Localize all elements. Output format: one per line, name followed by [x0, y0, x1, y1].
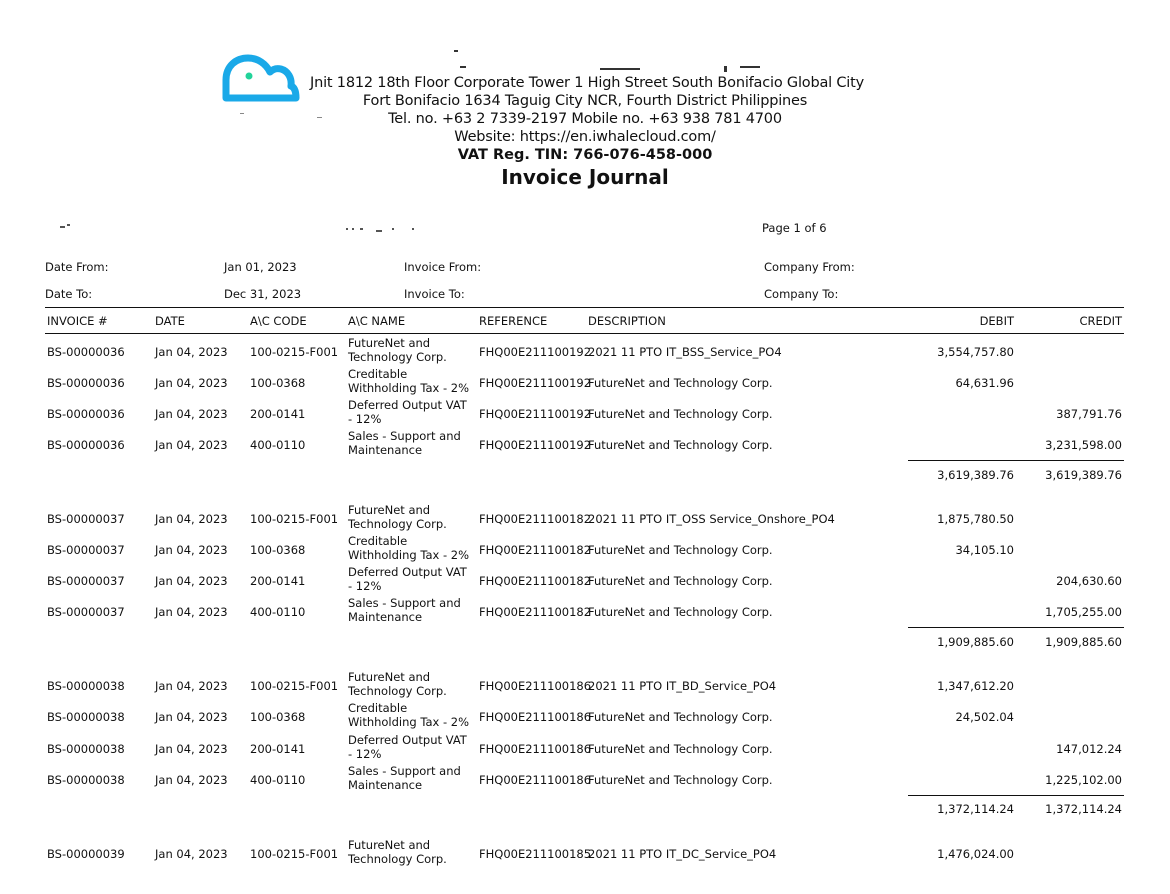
cell-debit: 1,875,780.50: [937, 512, 1014, 526]
address-line-2: Fort Bonifacio 1634 Taguig City NCR, Fourth District Philippines: [362, 93, 808, 109]
cell-date: Jan 04, 2023: [155, 773, 228, 787]
cell-ac-code: 100-0215-F001: [250, 512, 339, 526]
cell-reference: FHQ00E211100182: [479, 512, 592, 526]
cell-credit: 147,012.24: [1056, 742, 1122, 756]
cell-description: FutureNet and Technology Corp.: [588, 438, 773, 452]
cell-invoice: BS-00000039: [47, 847, 125, 861]
company-to-label: Company To:: [764, 287, 839, 301]
cell-ac-name: Deferred Output VAT - 12%: [348, 565, 467, 593]
cell-invoice: BS-00000036: [47, 407, 125, 421]
table-row: [0, 733, 1170, 763]
table-top-rule: [45, 307, 1124, 308]
cell-ac-code: 400-0110: [250, 773, 306, 787]
date-from-label: Date From:: [45, 260, 109, 274]
cell-ac-code: 200-0141: [250, 574, 306, 588]
cell-description: 2021 11 PTO IT_BD_Service_PO4: [588, 679, 777, 693]
table-row: [0, 701, 1170, 731]
logo-caption-fragment: [240, 113, 244, 114]
cell-invoice: BS-00000037: [47, 574, 125, 588]
total-debit: 1,909,885.60: [937, 635, 1014, 649]
table-row: [0, 534, 1170, 564]
cell-ac-name: Deferred Output VAT - 12%: [348, 733, 467, 761]
cell-invoice: BS-00000037: [47, 605, 125, 619]
cell-reference: FHQ00E211100182: [479, 605, 592, 619]
cell-reference: FHQ00E211100186: [479, 679, 592, 693]
cell-ac-code: 400-0110: [250, 605, 306, 619]
cell-date: Jan 04, 2023: [155, 407, 228, 421]
cell-reference: FHQ00E211100185: [479, 847, 592, 861]
cell-date: Jan 04, 2023: [155, 605, 228, 619]
cell-description: FutureNet and Technology Corp.: [588, 710, 773, 724]
cell-ac-name: Creditable Withholding Tax - 2%: [348, 701, 470, 729]
cell-reference: FHQ00E211100192: [479, 376, 592, 390]
invoice-from-label: Invoice From:: [404, 260, 482, 274]
invoice-to-label: Invoice To:: [404, 287, 465, 301]
cell-invoice: BS-00000036: [47, 438, 125, 452]
cell-invoice: BS-00000038: [47, 679, 125, 693]
cell-ac-code: 200-0141: [250, 742, 306, 756]
col-header-credit: CREDIT: [1079, 314, 1122, 328]
cell-ac-code: 100-0215-F001: [250, 847, 339, 861]
cell-reference: FHQ00E211100192: [479, 438, 592, 452]
cell-credit: 204,630.60: [1056, 574, 1122, 588]
cell-date: Jan 04, 2023: [155, 438, 228, 452]
cell-credit: 1,225,102.00: [1045, 773, 1122, 787]
cell-date: Jan 04, 2023: [155, 710, 228, 724]
cell-reference: FHQ00E211100182: [479, 574, 592, 588]
cell-ac-code: 100-0215-F001: [250, 679, 339, 693]
cell-ac-name: Creditable Withholding Tax - 2%: [348, 367, 470, 395]
date-to-label: Date To:: [45, 287, 93, 301]
total-credit: 3,619,389.76: [1045, 468, 1122, 482]
total-debit: 1,372,114.24: [937, 802, 1014, 816]
cell-ac-name: FutureNet and Technology Corp.: [348, 670, 447, 698]
cell-ac-code: 100-0368: [250, 543, 306, 557]
table-row: [0, 398, 1170, 428]
cell-date: Jan 04, 2023: [155, 376, 228, 390]
cell-date: Jan 04, 2023: [155, 742, 228, 756]
cell-description: FutureNet and Technology Corp.: [588, 543, 773, 557]
cell-invoice: BS-00000038: [47, 742, 125, 756]
cell-ac-name: FutureNet and Technology Corp.: [348, 838, 447, 866]
col-header-ac-code: A\C CODE: [250, 314, 307, 328]
date-to-value: Dec 31, 2023: [224, 287, 302, 301]
subtotal-row: [0, 793, 1170, 823]
cell-description: FutureNet and Technology Corp.: [588, 773, 773, 787]
redacted-text: [60, 226, 72, 228]
cell-ac-name: FutureNet and Technology Corp.: [348, 336, 447, 364]
cell-ac-name: Sales - Support and Maintenance: [348, 596, 461, 624]
cloud-logo-icon: [220, 54, 300, 104]
cell-reference: FHQ00E211100186: [479, 710, 592, 724]
table-row: [0, 503, 1170, 533]
cell-ac-name: Sales - Support and Maintenance: [348, 429, 461, 457]
cell-description: FutureNet and Technology Corp.: [588, 407, 773, 421]
col-header-description: DESCRIPTION: [588, 314, 666, 328]
table-row: [0, 336, 1170, 366]
cell-description: FutureNet and Technology Corp.: [588, 605, 773, 619]
cell-date: Jan 04, 2023: [155, 574, 228, 588]
report-header: [0, 0, 1170, 200]
total-credit: 1,372,114.24: [1045, 802, 1122, 816]
total-debit: 3,619,389.76: [937, 468, 1014, 482]
vat-tin-line: VAT Reg. TIN: 766-076-458-000: [457, 147, 713, 163]
address-line-1: Jnit 1812 18th Floor Corporate Tower 1 High Street South Bonifacio Global City: [310, 75, 865, 91]
table-header-rule: [45, 333, 1124, 334]
col-header-debit: DEBIT: [979, 314, 1014, 328]
cell-ac-code: 200-0141: [250, 407, 306, 421]
cell-invoice: BS-00000038: [47, 773, 125, 787]
cell-invoice: BS-00000036: [47, 376, 125, 390]
company-name-redacted: [310, 44, 860, 74]
cell-ac-code: 100-0368: [250, 710, 306, 724]
cell-debit: 64,631.96: [955, 376, 1014, 390]
cell-ac-code: 100-0368: [250, 376, 306, 390]
table-row: [0, 596, 1170, 626]
cell-ac-name: Creditable Withholding Tax - 2%: [348, 534, 470, 562]
redacted-text: [346, 228, 426, 231]
cell-ac-code: 400-0110: [250, 438, 306, 452]
col-header-date: DATE: [155, 314, 185, 328]
cell-reference: FHQ00E211100192: [479, 345, 592, 359]
cell-invoice: BS-00000036: [47, 345, 125, 359]
cell-debit: 24,502.04: [955, 710, 1014, 724]
cell-ac-code: 100-0215-F001: [250, 345, 339, 359]
cell-reference: FHQ00E211100186: [479, 742, 592, 756]
table-row: [0, 838, 1170, 868]
cell-debit: 34,105.10: [955, 543, 1014, 557]
cell-description: FutureNet and Technology Corp.: [588, 742, 773, 756]
cell-credit: 387,791.76: [1056, 407, 1122, 421]
company-info: [310, 44, 865, 190]
website-line: Website: https://en.iwhalecloud.com/: [454, 129, 716, 145]
cell-description: FutureNet and Technology Corp.: [588, 376, 773, 390]
cell-reference: FHQ00E211100182: [479, 543, 592, 557]
cell-debit: 3,554,757.80: [937, 345, 1014, 359]
company-from-label: Company From:: [764, 260, 855, 274]
cell-debit: 1,476,024.00: [937, 847, 1014, 861]
cell-date: Jan 04, 2023: [155, 679, 228, 693]
cell-invoice: BS-00000037: [47, 512, 125, 526]
date-from-value: Jan 01, 2023: [224, 260, 297, 274]
page-indicator: Page 1 of 6: [762, 221, 827, 235]
cell-reference: FHQ00E211100192: [479, 407, 592, 421]
table-row: [0, 670, 1170, 700]
cell-ac-name: Deferred Output VAT - 12%: [348, 398, 467, 426]
cell-reference: FHQ00E211100186: [479, 773, 592, 787]
cell-credit: 1,705,255.00: [1045, 605, 1122, 619]
table-row: [0, 429, 1170, 459]
cell-ac-name: Sales - Support and Maintenance: [348, 764, 461, 792]
cell-credit: 3,231,598.00: [1045, 438, 1122, 452]
col-header-ac-name: A\C NAME: [348, 314, 406, 328]
cell-date: Jan 04, 2023: [155, 543, 228, 557]
cell-description: 2021 11 PTO IT_BSS_Service_PO4: [588, 345, 782, 359]
cell-description: FutureNet and Technology Corp.: [588, 574, 773, 588]
col-header-invoice: INVOICE #: [47, 314, 108, 328]
cell-date: Jan 04, 2023: [155, 847, 228, 861]
phone-line: Tel. no. +63 2 7339-2197 Mobile no. +63 938 781 4700: [388, 111, 782, 127]
cell-date: Jan 04, 2023: [155, 512, 228, 526]
table-row: [0, 367, 1170, 397]
total-credit: 1,909,885.60: [1045, 635, 1122, 649]
cell-description: 2021 11 PTO IT_OSS Service_Onshore_PO4: [588, 512, 835, 526]
table-row: [0, 764, 1170, 794]
report-title: Invoice Journal: [501, 165, 669, 189]
cell-invoice: BS-00000038: [47, 710, 125, 724]
cell-ac-name: FutureNet and Technology Corp.: [348, 503, 447, 531]
cell-description: 2021 11 PTO IT_DC_Service_PO4: [588, 847, 777, 861]
cell-date: Jan 04, 2023: [155, 345, 228, 359]
subtotal-row: [0, 459, 1170, 489]
cell-invoice: BS-00000037: [47, 543, 125, 557]
subtotal-row: [0, 626, 1170, 656]
cell-debit: 1,347,612.20: [937, 679, 1014, 693]
table-row: [0, 565, 1170, 595]
col-header-reference: REFERENCE: [479, 314, 548, 328]
